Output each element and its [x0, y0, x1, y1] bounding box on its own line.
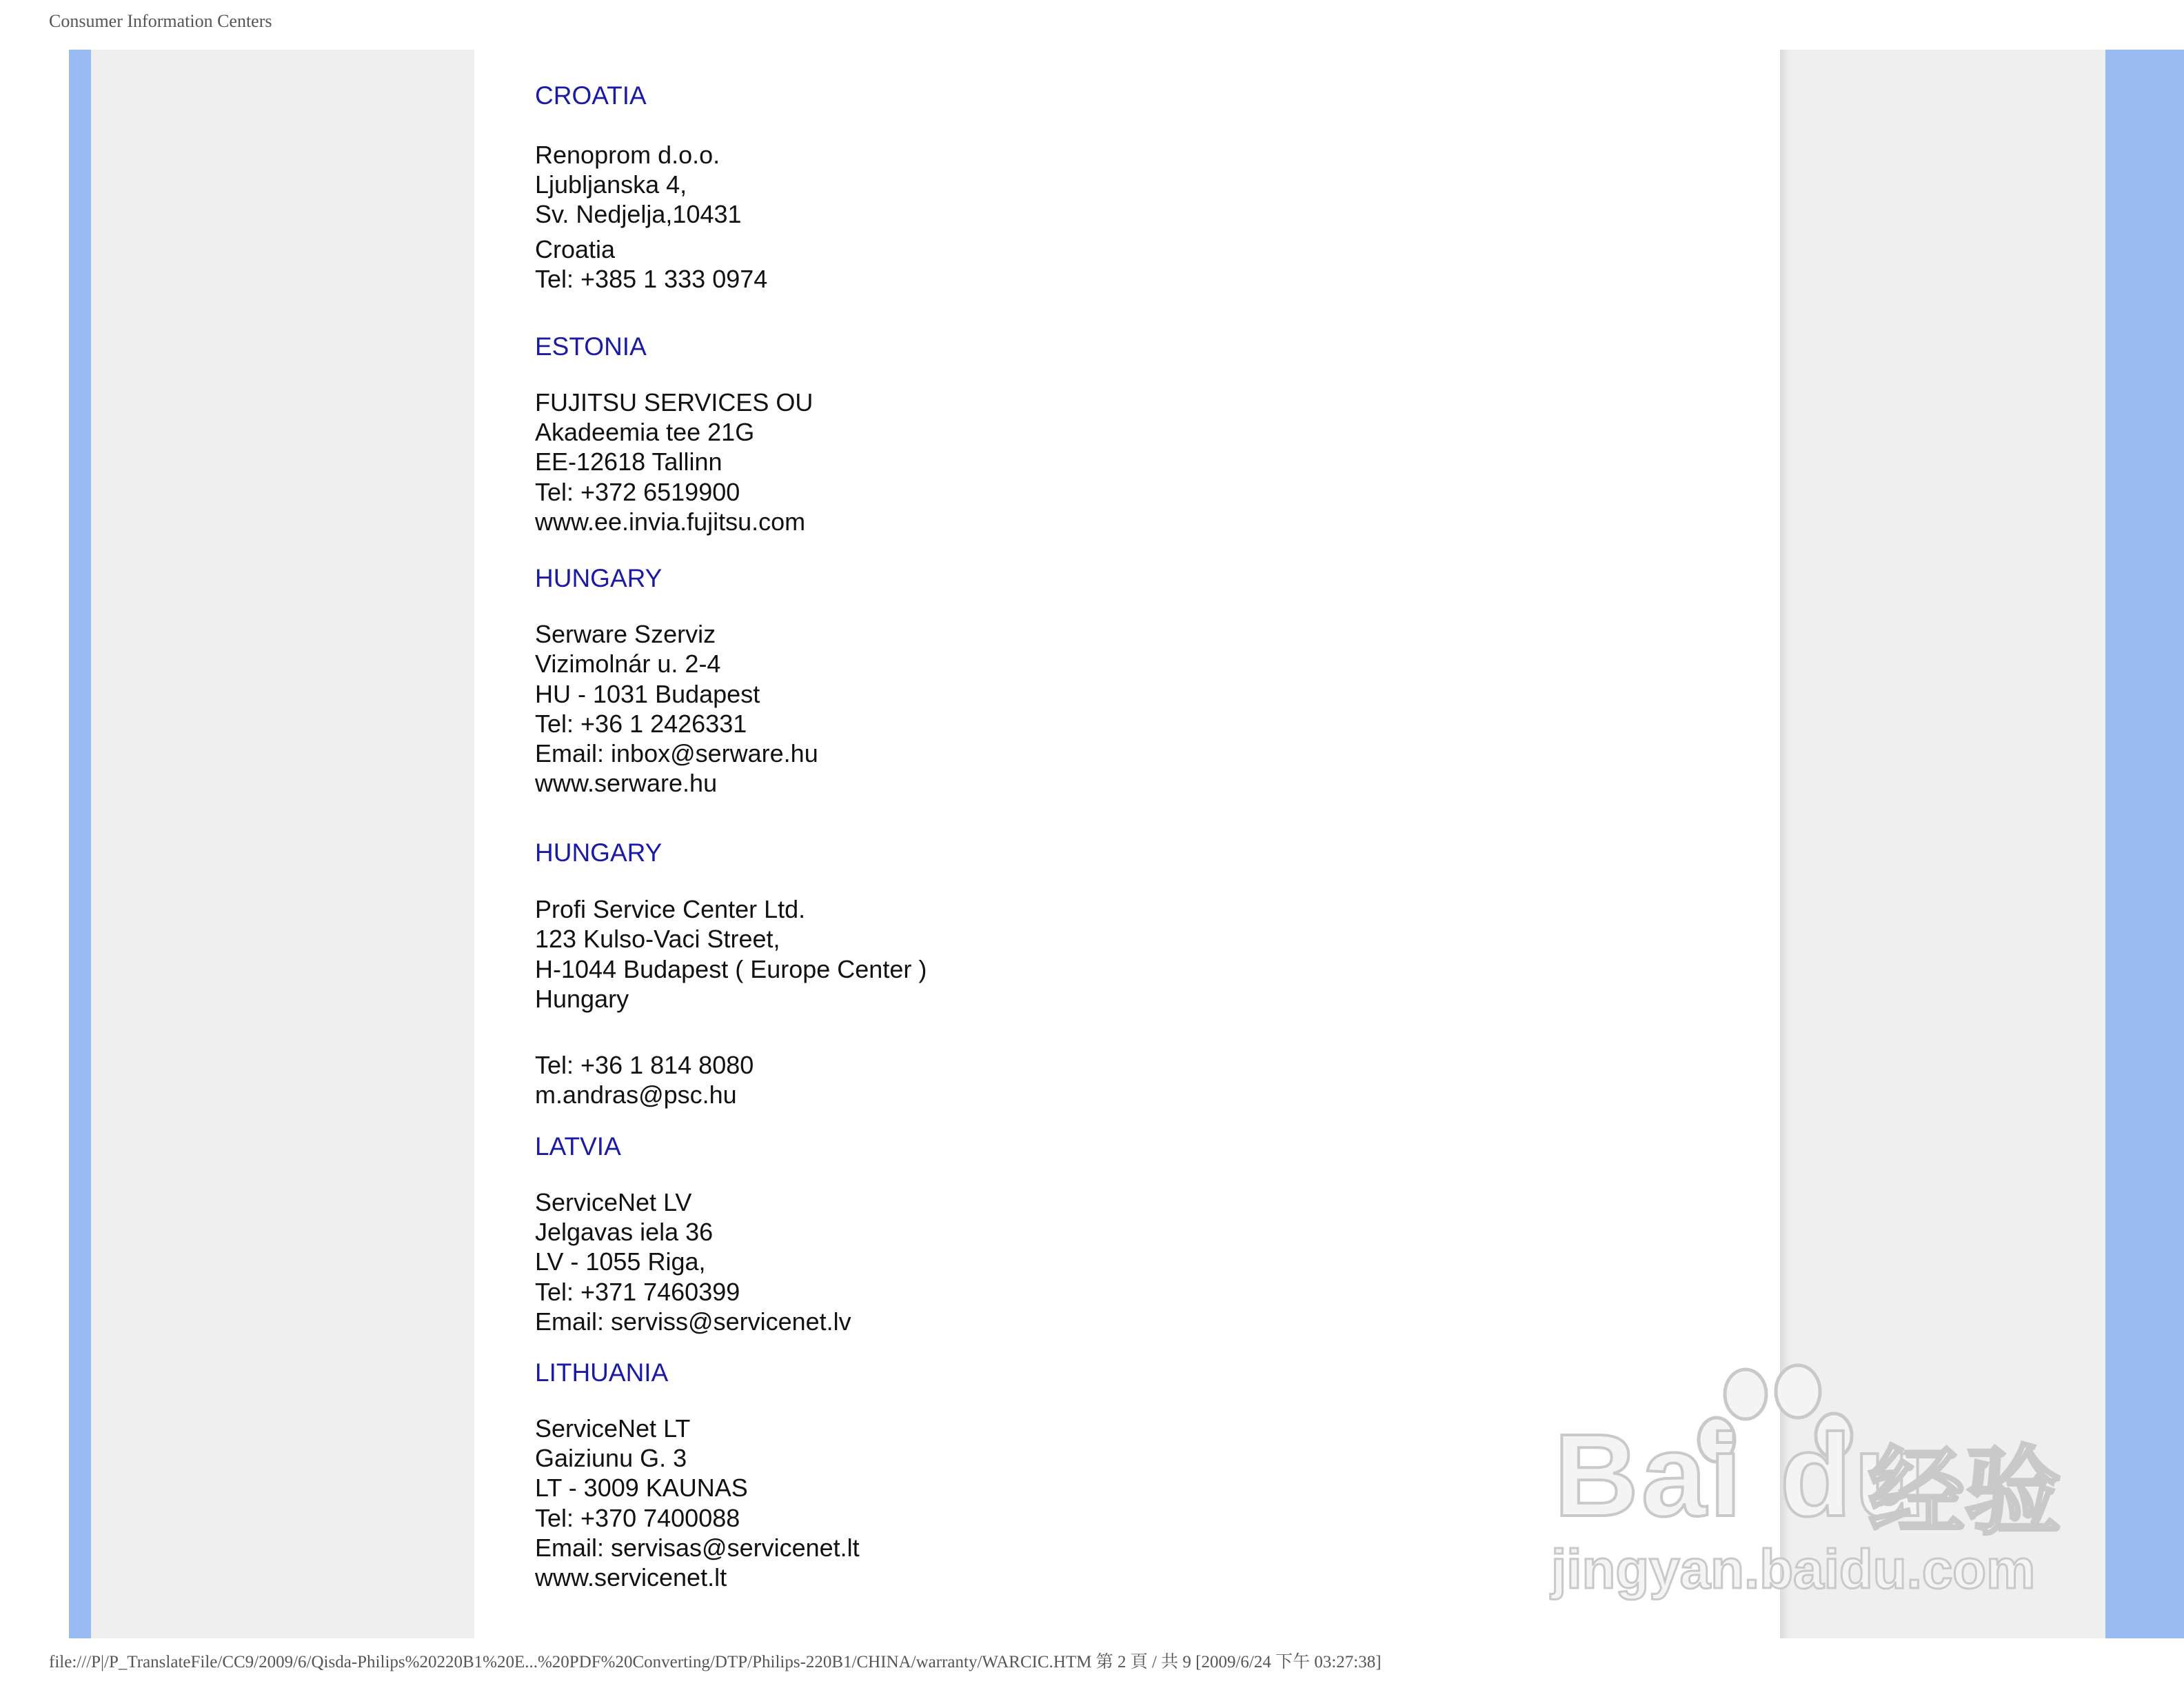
- address-line: Vizimolnár u. 2-4: [535, 650, 721, 678]
- address-line: LV - 1055 Riga,: [535, 1247, 706, 1276]
- address-line: LT - 3009 KAUNAS: [535, 1474, 748, 1502]
- address-line: Gaiziunu G. 3: [535, 1444, 687, 1472]
- address-line: ServiceNet LT: [535, 1414, 691, 1443]
- baidu-watermark: [1544, 1352, 2062, 1614]
- footer-file-path: file:///P|/P_TranslateFile/CC9/2009/6/Qisda-Philips%20220B1%20E...%20PDF%20Converting/DTP/Philips-220B1/CHINA/warranty/WARCIC.HTM 第 2 頁 / 共 9 [2009/6/24 下午 03:27:38]: [49, 1653, 1382, 1671]
- email-line: Email: inbox@serware.hu: [535, 739, 818, 767]
- address-line: 123 Kulso-Vaci Street,: [535, 925, 780, 953]
- address-line: Profi Service Center Ltd.: [535, 895, 806, 923]
- address-line: Croatia: [535, 235, 616, 263]
- left-blue-band: [69, 50, 91, 1638]
- address-line: Renoprom d.o.o.: [535, 141, 720, 169]
- country-heading-estonia: ESTONIA: [535, 332, 647, 361]
- phone-line: Tel: +370 7400088: [535, 1504, 740, 1532]
- address-line: Sv. Nedjelja,10431: [535, 200, 742, 228]
- page-header-title: Consumer Information Centers: [49, 11, 272, 31]
- left-gray-panel: [91, 50, 474, 1638]
- address-line: Jelgavas iela 36: [535, 1218, 714, 1246]
- watermark-brand: Bai du: [1554, 1410, 1929, 1541]
- address-line: Serware Szerviz: [535, 620, 716, 648]
- country-heading-latvia: LATVIA: [535, 1132, 621, 1160]
- email-line: Email: servisas@servicenet.lt: [535, 1534, 860, 1562]
- address-line: EE-12618 Tallinn: [535, 448, 722, 476]
- address-line: H-1044 Budapest ( Europe Center ): [535, 955, 927, 983]
- country-heading-croatia: CROATIA: [535, 81, 647, 110]
- watermark-site: jingyan.baidu.com: [1551, 1538, 2036, 1600]
- website-line: www.serware.hu: [535, 769, 718, 797]
- address-line: ServiceNet LV: [535, 1188, 692, 1216]
- website-line: www.ee.invia.fujitsu.com: [535, 508, 806, 536]
- address-line: FUJITSU SERVICES OU: [535, 388, 813, 416]
- email-line: m.andras@psc.hu: [535, 1081, 737, 1109]
- phone-line: Tel: +371 7460399: [535, 1278, 740, 1306]
- website-line: www.servicenet.lt: [535, 1563, 727, 1591]
- email-line: Email: serviss@servicenet.lv: [535, 1307, 851, 1336]
- country-heading-lithuania: LITHUANIA: [535, 1358, 669, 1387]
- address-line: HU - 1031 Budapest: [535, 680, 760, 708]
- right-blue-band: [2105, 50, 2184, 1638]
- address-line: Ljubljanska 4,: [535, 170, 687, 199]
- phone-line: Tel: +36 1 2426331: [535, 710, 747, 738]
- watermark-brand-cn: 经验: [1868, 1438, 2062, 1546]
- phone-line: Tel: +385 1 333 0974: [535, 265, 768, 293]
- address-line: Hungary: [535, 985, 629, 1013]
- phone-line: Tel: +372 6519900: [535, 478, 740, 506]
- country-heading-hungary: HUNGARY: [535, 838, 663, 867]
- country-heading-hungary: HUNGARY: [535, 564, 663, 592]
- address-line: Akadeemia tee 21G: [535, 418, 755, 446]
- phone-line: Tel: +36 1 814 8080: [535, 1051, 754, 1079]
